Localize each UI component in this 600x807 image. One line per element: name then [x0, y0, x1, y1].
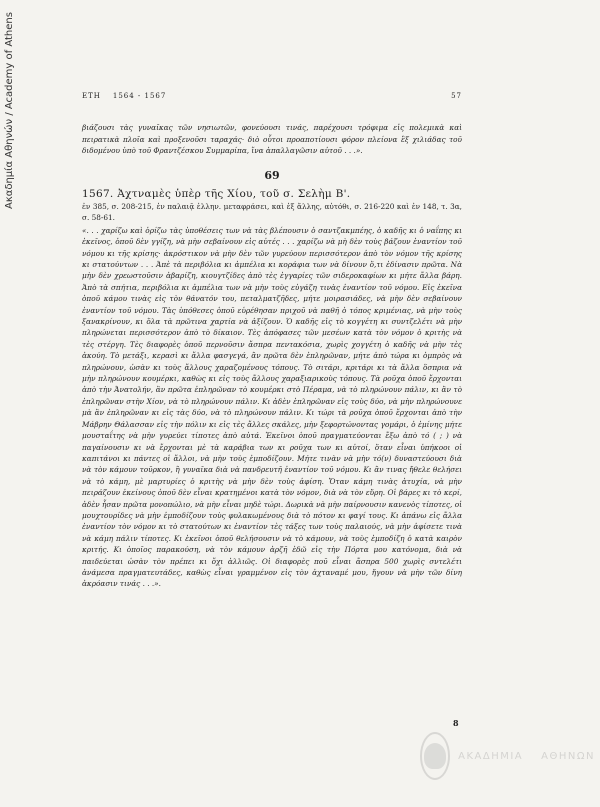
- watermark-right-text: ΑΘΗΝΩΝ: [541, 750, 595, 762]
- section-number: 69: [264, 168, 280, 182]
- running-head-title: ΕΤΗ: [82, 92, 101, 100]
- running-head-years: 1564 - 1567: [112, 92, 167, 100]
- running-head-left: [82, 92, 166, 104]
- sidebar-attribution: Ακαδημία Αθηνών / Academy of Athens: [4, 12, 15, 209]
- entry-title: 1567. Ἀχτναμὲς ὑπὲρ τῆς Χίου, τοῦ σ. Σελὴμ Β'.: [82, 187, 351, 200]
- signature-mark: 8: [453, 718, 459, 728]
- athena-emblem-icon: [420, 732, 450, 780]
- running-head: [82, 92, 462, 104]
- academy-watermark: [420, 726, 595, 786]
- watermark-left-text: ΑΚΑΔΗΜΙΑ: [458, 750, 524, 762]
- athena-head-icon: [424, 743, 446, 769]
- entry-source: ἐν 385, σ. 208-215, ἐν παλαιᾷ ἑλλην. μεταφράσει, καὶ ἐξ ἄλλης, αὐτόθι, σ. 216-220 καὶ ἐν 148, τ. 3α, σ. 58-61.: [82, 201, 462, 222]
- entry-body: «. . . χαρίζω καὶ ὁρίζω τὰς ὑποθέσεις των νὰ τὰς βλέπουσιν ὁ σαντζακμπέης, ὁ καδῆς κι ὁ ναΐπης κι ἐκεῖνος, ὁποῦ δὲν γγίζη, νὰ μὴν σεβαίνουν εἰς αὐτές . . . χαρίζω νὰ μὴ δὲν τοὺς βάζουν ἐναντίον τοῦ νόμου κι τῆς κρίσης· ἀκρόστικον νὰ μὴν δὲν τῶν γυρεύουν περισσότερον ἀπὸ τὸν νόμον τῆς κρίσης κι στατούντων . . . Ἀπὲ τὰ περιβόλια κι ἀμπέλια κι κοράφια των νὰ δίνουν ὅ,τι ἐδίνασιν πρῶτα. Νὰ μὴν δὲν χρεωστοῦσιν ἀβαρίζη, κιουγτζίδες ἀπὸ τὲς ἐγγαρίες τῶν σιδεροκαφίων κι μήτε ἄλλα βάρη. Ἀπὸ τὰ σπήτια, περιβόλια κι ἀμπέλια των νὰ μὴν τοὺς εὐγάζη τινὰς ἐναντίον τοῦ νόμου. Εἰς ἐκεῖνα ὁποῦ κάμου τινὰς εἰς τὸν θάνατόν του, πεταλματζῆδες, μήτε μοιρασιάδες, νὰ μὴν δὲν σεβαίνουν ἐναντίον τοῦ νόμου. Τὰς ὑπόθεσες ὁποῦ εὑρέθησαν πριχοῦ νὰ παθῆ ὁ τόπος κριμένιας, νὰ μὴν τοὺς ξανακρίνουν, κι ὅλα τὰ πρῶτινα χαρτία νὰ ἀξίζουν. Ὁ καδῆς εἰς τὸ κογγέτη κι συντζελέτι νὰ μὴν πληρώνεται περισσότερον ἀπὸ τὸ δίκαιον. Τὲς ἀπόφασες τῶν μεσέων κατὰ τὸν νόμον ὁ κριτὴς νὰ τὲς στέργη. Τὲς διαφορὲς ὁποῦ περνοῦσιν ἄσπρα πεντακόσια, χωρὶς χογγέτη ὁ καδῆς νὰ μὴν τὲς ἀκούη. Τὸ μετάξι, κερασὶ κι ἄλλα φασγεγά, ἂν πρῶτα δὲν ἐπληρῶναν, μήτε ἀπὸ τώρα κι ὀμπρὸς νὰ πληρώνουν, ὡσὰν κι τοὺς ἄλλους χαραζομένους τόπους. Τὸ σιτάρι, κριτάρι κι τὰ ἄλλα ὅσπρια νὰ μὴν πληρώνουν κουμέρκι, καθὼς κι εἰς τοὺς ἄλλους χαραξιαρικοὺς τόπους. Τὰ ροῦχα ὁποῦ ἔρχονται ἀπὸ τὴν Ἀνατολήν, ἂν πρῶτα ἐπληρῶναν τὸ κουμέρκι στὸ Πέραμα, νὰ τὸ πληρώνουν πάλιν, κι ἂν τὸ ἐπληρῶναν στὴν Χίον, νὰ τὸ πληρώνουν πάλιν. Κι ἀδὲν ἐπληρῶναν εἰς τοὺς δύο, νὰ μὴν πληρώνουνε μὰ ἂν ἐπληρῶναν κι εἰς τὰς δύο, νὰ τὸ πληρώνουν πάλιν. Κι τώρι τὰ ροῦχα ὁποῦ ἔρχονται ἀπὸ τὴν Μάβρην Θάλασσαν εἰς τὴν πόλιν κι εἰς τὲς ἄλλες σκάλες, μὴν ξεφορτώνοντας γομάρι, ὁ ἐμίνης μήτε μουσταΐτης νὰ μὴν γυρεύει τίποτες ἀπὸ αὐτά. Ἐκεῖνοι ὁποῦ πραγματεύονται ἔξω ἀπὸ τό ( ; ) νὰ παγαίνουσιν κι νὰ ἔρχονται μὲ τὰ καράβια των κι ροῦχα των κι αὐτοί, ὅταν εἶναι ὑπήκοοι οἱ καπιτάνοι κι πάντες οἱ ἄλλοι, νὰ μὴν τοὺς ἐμποδίζουν. Μήτε τινὰν νὰ μὴν τό(ν) δυναστεύουσι διὰ νὰ τὸν κάμουν τοῦρκον, ἢ γυναῖκα διὰ νὰ πανδρευτῆ ἐναντίον τοῦ νόμου. Κι ἂν τινας ἤθελε θελήσει νὰ τὸ κάμη, μὲ μαρτυρίες ὁ κριτὴς νὰ μὴν δὲν τοὺς ἀφίση. Ὅταν κάμη τινὰς ἀτυχία, νὰ μὴν πειράζουν ἐκείνους ὁποῦ δὲν εἶναι κρατημένοι κατὰ τὸν νόμον, διὰ νὰ τὸν εὔρη. Οἱ βάρες κι τὸ κερί, ἀδὲν ἦσαν πρῶτα μονοπώλιο, νὰ μὴν εἶναι μηδὲ τώρι. Δωρικὰ νὰ μὴν παίρνουσιν κανενὸς τίποτες, οἱ μουχτουρίδες νὰ μὴν ἐμποδίζουν τοὺς φυλακωμένους διὰ τὸ πότον κι φαγί τους. Κι ἀπάνω εἰς ἄλλα ἐναντίον τὸν νόμον κι τὸ στατούτων κι ἐναντίον τὲς τάξες των τοὺς παλαιούς, νὰ μὴν ἀφίσετε τινὰ νὰ κάμη πάλιν τίποτες. Κι ἐκεῖνοι ὁποῦ θελήσουσιν νὰ τὸ κάμουν, νὰ τοὺς ἐμποδίζη ὁ κατὰ καιρὸν κριτής. Κι ὁποῖος παρακούση, νὰ τὸν κάμουν ἀρζῆ ἐδῶ εἰς τὴν Πόρτα μου κατόνομα, διὰ νὰ παιδεύεται ὡσὰν τὸν πρέπει κι ὄχι ἀλλιῶς. Οἱ διαφορὲς ποῦ εἶναι ἄσπρα 500 χωρὶς σντελέτι ἀνάμεσα πραγματευτάδες, καθὼς εἶναι γραμμένον εἰς τὸν ἀχταναμέ μου, ἤγουν νὰ μὴν τῶν δίνη ἀκρόασιν τινάς . . .».: [82, 225, 462, 589]
- watermark-words: [458, 751, 595, 762]
- page-content: [82, 92, 462, 590]
- page-number: 57: [451, 92, 462, 100]
- intro-paragraph: βιάζουσι τὰς γυναῖκας τῶν νησιωτῶν, φονεύουσι τινάς, παρέχουσι τρόφιμα εἰς πολεμικὰ καὶ πειρατικὰ πλοῖα καὶ προξενοῦσι ταραχάς· διὸ οὗτοι προαποτίουσι φόρον πλείονα ἓξ χιλιάδας τοῦ διδομένου ὑπὸ τοῦ Φραντζέσκου Συμμαρίπα, ἵνα ἀπαλλαγῶσιν αὐτοῦ . . .».: [82, 123, 462, 156]
